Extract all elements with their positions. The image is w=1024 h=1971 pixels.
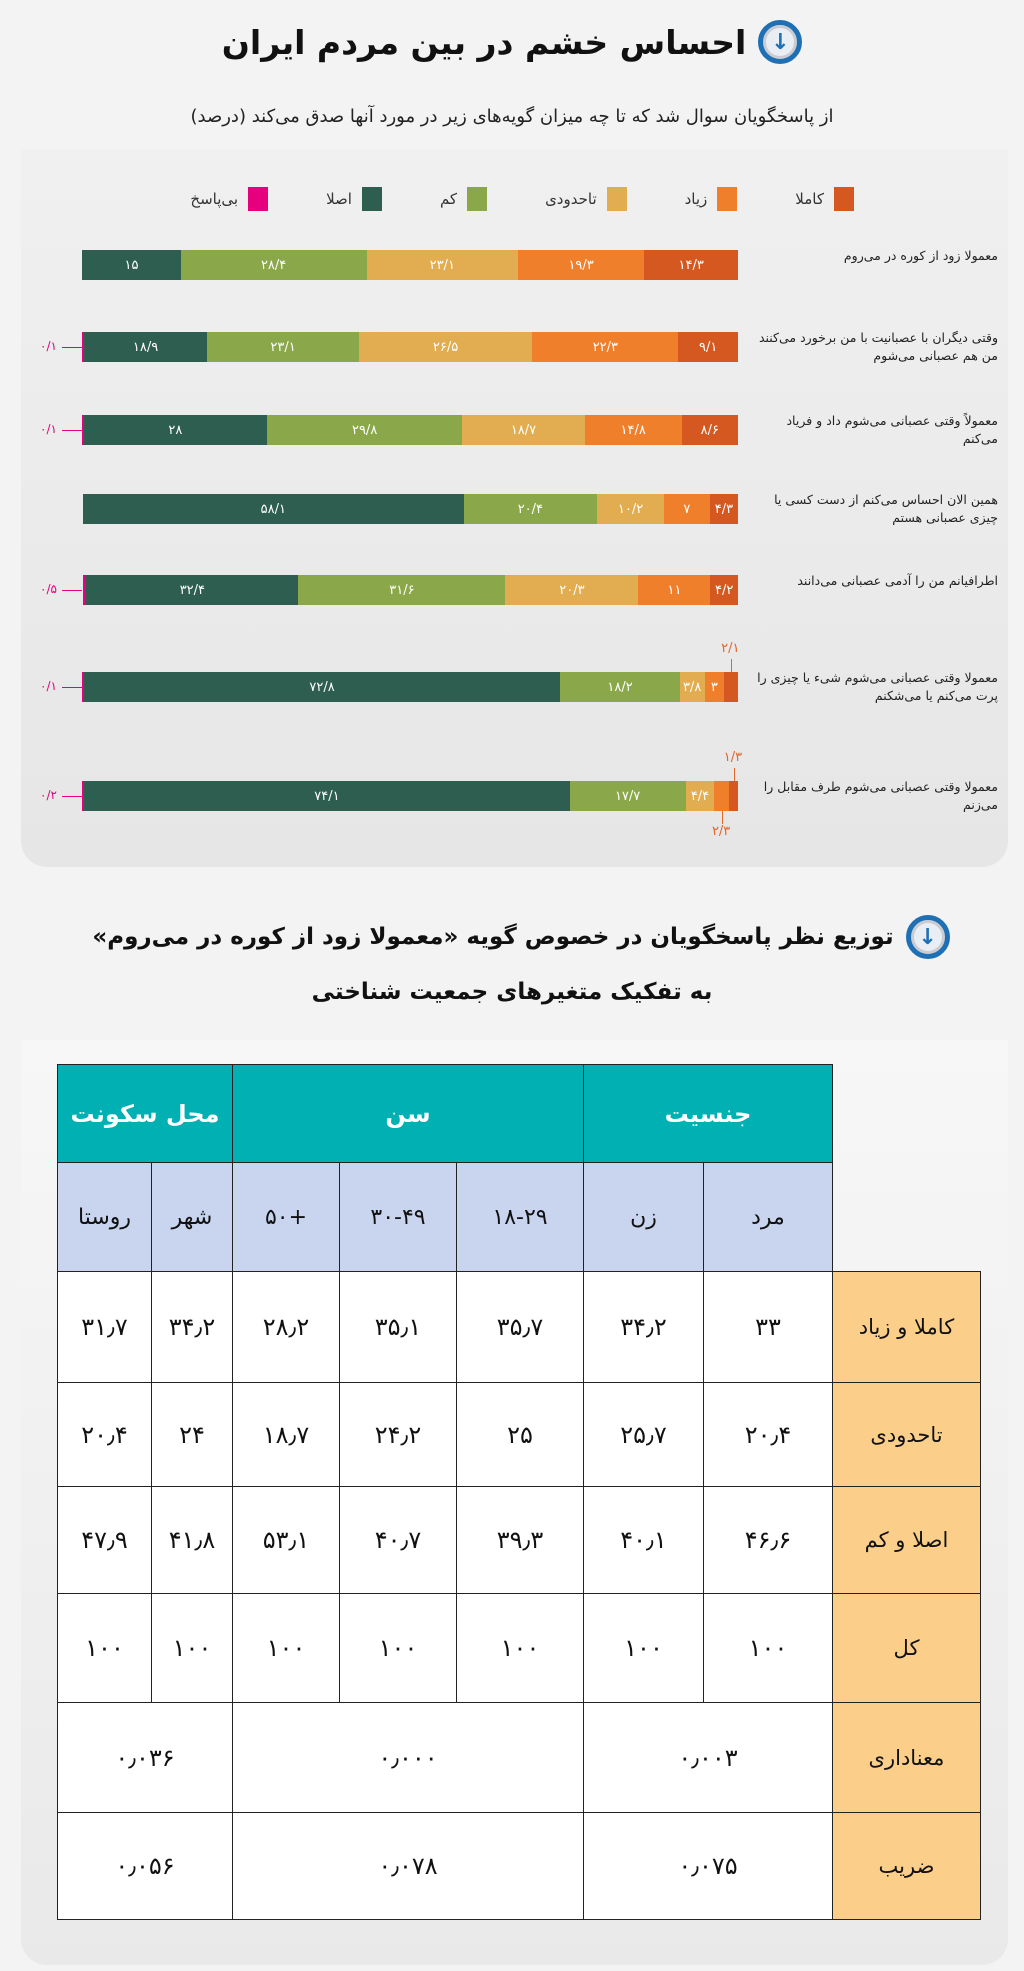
question-label: اطرافیانم من را آدمی عصبانی می‌دانند bbox=[797, 573, 998, 588]
demographic-table bbox=[57, 1064, 981, 1920]
table-cell: ۱۰۰ bbox=[457, 1594, 584, 1703]
no-answer-leader bbox=[62, 687, 82, 688]
table-cell: ۳۵٫۱ bbox=[340, 1272, 457, 1383]
legend-label: زیاد bbox=[684, 190, 708, 208]
callout-leader bbox=[734, 768, 735, 781]
stat-row bbox=[58, 1813, 981, 1920]
bar-segment: ۱۰/۲ bbox=[597, 494, 664, 524]
table-cell: ۳۹٫۳ bbox=[457, 1487, 584, 1594]
row-header: کاملا و زیاد bbox=[833, 1272, 981, 1383]
table-cell: ۵۳٫۱ bbox=[233, 1487, 340, 1594]
table-cell: ۱۰۰ bbox=[584, 1594, 704, 1703]
stacked-bar-chart bbox=[0, 0, 1024, 870]
question-label: وقتی دیگران با عصبانیت با من برخورد می‌کنند من هم عصبانی می‌شوم bbox=[758, 330, 998, 363]
callout-label: ۲/۱ bbox=[721, 641, 740, 656]
col-header: مرد bbox=[704, 1163, 833, 1272]
bar-segment: ۱۱ bbox=[638, 575, 710, 605]
table-cell: ۱۸٫۷ bbox=[233, 1383, 340, 1487]
bar-segment: ۳۲/۴ bbox=[86, 575, 298, 605]
table-header bbox=[40, 915, 1002, 959]
legend-label: بی‌پاسخ bbox=[190, 190, 239, 208]
table-cell: ۳۵٫۷ bbox=[457, 1272, 584, 1383]
no-answer-leader bbox=[62, 430, 82, 431]
table-cell: ۴۰٫۷ bbox=[340, 1487, 457, 1594]
bar-segment: ۲۹/۸ bbox=[267, 415, 462, 445]
table-cell: ۳۱٫۷ bbox=[58, 1272, 152, 1383]
question-label: همین الان احساس می‌کنم از دست کسی یا چیزی عصبانی هستم bbox=[774, 492, 998, 525]
bar-segment: ۳/۸ bbox=[680, 672, 705, 702]
bar-segment: ۳ bbox=[705, 672, 725, 702]
row-header: تاحدودی bbox=[833, 1383, 981, 1487]
bar-segment: ۲۰/۴ bbox=[464, 494, 598, 524]
table-cell: ۱۰۰ bbox=[233, 1594, 340, 1703]
table-cell: ۴۷٫۹ bbox=[58, 1487, 152, 1594]
bar-segment: ۲۲/۳ bbox=[532, 332, 678, 362]
no-answer-leader bbox=[62, 796, 82, 797]
stat-cell: ۰٫۰۵۶ bbox=[58, 1813, 233, 1920]
question-label: معمولا وقتی عصبانی می‌شوم شیء یا چیزی را پرت می‌کنم یا می‌شکنم bbox=[757, 670, 998, 703]
bar-segment: ۱۵ bbox=[82, 250, 180, 280]
stat-cell: ۰٫۰۷۸ bbox=[233, 1813, 584, 1920]
table-cell: ۴۶٫۶ bbox=[704, 1487, 833, 1594]
legend-label: کم bbox=[439, 190, 458, 208]
col-header: ۱۸-۲۹ bbox=[457, 1163, 584, 1272]
col-header: ۳۰-۴۹ bbox=[340, 1163, 457, 1272]
bar-segment: ۱۸/۷ bbox=[462, 415, 584, 445]
row-header: ضریب bbox=[833, 1813, 981, 1920]
table-cell: ۲۸٫۲ bbox=[233, 1272, 340, 1383]
legend-label: تاحدودی bbox=[545, 190, 597, 208]
table-cell: ۳۳ bbox=[704, 1272, 833, 1383]
table-row bbox=[58, 1383, 981, 1487]
no-answer-label: ۰/۲ bbox=[40, 788, 57, 802]
bar-segment: ۵۸/۱ bbox=[83, 494, 464, 524]
bar-segment: ۱۸/۹ bbox=[84, 332, 208, 362]
callout-leader bbox=[731, 659, 732, 672]
bar-segment: ۹/۱ bbox=[678, 332, 738, 362]
bar-segment: ۴/۳ bbox=[710, 494, 738, 524]
bar-segment: ۲۸/۴ bbox=[181, 250, 367, 280]
bar-segment: ۸/۶ bbox=[682, 415, 738, 445]
question-label: معمولا وقتی عصبانی می‌شوم طرف مقابل را می‌زنم bbox=[763, 779, 998, 812]
no-answer-label: ۰/۱ bbox=[40, 422, 57, 436]
stat-cell: ۰٫۰۷۵ bbox=[584, 1813, 833, 1920]
table-cell: ۲۰٫۴ bbox=[704, 1383, 833, 1487]
bar-segment bbox=[83, 575, 86, 605]
no-answer-leader bbox=[62, 590, 82, 591]
no-answer-leader bbox=[62, 347, 82, 348]
stat-cell: ۰٫۰۰۰ bbox=[233, 1703, 584, 1813]
table-cell: ۳۴٫۲ bbox=[584, 1272, 704, 1383]
row-header: کل bbox=[833, 1594, 981, 1703]
table-row bbox=[58, 1594, 981, 1703]
table-cell: ۲۵٫۷ bbox=[584, 1383, 704, 1487]
table-cell: ۱۰۰ bbox=[58, 1594, 152, 1703]
table-row bbox=[58, 1272, 981, 1383]
bar-segment: ۲۶/۵ bbox=[359, 332, 533, 362]
page-title: احساس خشم در بین مردم ایران bbox=[221, 22, 747, 62]
bar-segment: ۱۹/۳ bbox=[518, 250, 644, 280]
table-cell: ۱۰۰ bbox=[340, 1594, 457, 1703]
col-header: شهر bbox=[152, 1163, 233, 1272]
row-header: معناداری bbox=[833, 1703, 981, 1813]
bar-segment: ۲۳/۱ bbox=[207, 332, 358, 362]
bar-segment: ۴/۲ bbox=[710, 575, 738, 605]
col-header: +۵۰ bbox=[233, 1163, 340, 1272]
table-cell: ۳۴٫۲ bbox=[152, 1272, 233, 1383]
legend-label: کاملا bbox=[795, 190, 824, 208]
callout-label: ۲/۳ bbox=[711, 824, 731, 839]
no-answer-label: ۰/۱ bbox=[40, 679, 57, 693]
stat-row bbox=[58, 1703, 981, 1813]
bar-segment: ۲۰/۳ bbox=[505, 575, 638, 605]
chart-subtitle: از پاسخگویان سوال شد که تا چه میزان گویه‌های زیر در مورد آنها صدق می‌کند (درصد) bbox=[190, 106, 834, 127]
bar-segment: ۱۴/۸ bbox=[585, 415, 682, 445]
bar-segment: ۷۲/۸ bbox=[84, 672, 561, 702]
legend-label: اصلا bbox=[326, 190, 352, 208]
group-age: سن bbox=[233, 1065, 584, 1163]
col-header: زن bbox=[584, 1163, 704, 1272]
bar-segment bbox=[82, 781, 84, 811]
bar-segment: ۱۷/۷ bbox=[570, 781, 686, 811]
table-cell: ۴۰٫۱ bbox=[584, 1487, 704, 1594]
bar-segment: ۲۸ bbox=[84, 415, 267, 445]
stat-cell: ۰٫۰۳۶ bbox=[58, 1703, 233, 1813]
bar-segment: ۷۴/۱ bbox=[84, 781, 569, 811]
table-title: توزیع نظر پاسخگویان در خصوص گویه «معمولا زود از کوره در می‌روم» bbox=[92, 924, 894, 950]
bar-segment bbox=[714, 781, 729, 811]
table-cell: ۱۰۰ bbox=[152, 1594, 233, 1703]
question-label: معمولاً وقتی عصبانی می‌شوم داد و فریاد می‌کنم bbox=[786, 413, 998, 446]
bar-segment: ۴/۴ bbox=[686, 781, 715, 811]
no-answer-label: ۰/۵ bbox=[40, 582, 57, 596]
bar-segment bbox=[724, 672, 738, 702]
arrow-down-circle-icon: ↓ bbox=[758, 20, 802, 64]
table-cell: ۲۴٫۲ bbox=[340, 1383, 457, 1487]
group-residence: محل سکونت bbox=[58, 1065, 233, 1163]
bar-segment: ۳۱/۶ bbox=[298, 575, 505, 605]
col-header: روستا bbox=[58, 1163, 152, 1272]
bar-segment: ۱۸/۲ bbox=[560, 672, 679, 702]
table-cell: ۴۱٫۸ bbox=[152, 1487, 233, 1594]
table-cell: ۱۰۰ bbox=[704, 1594, 833, 1703]
stat-cell: ۰٫۰۰۳ bbox=[584, 1703, 833, 1813]
bar-segment: ۱۴/۳ bbox=[644, 250, 738, 280]
callout-leader bbox=[722, 811, 723, 824]
table-subtitle: به تفکیک متغیرهای جمعیت شناختی bbox=[311, 979, 713, 1005]
table-cell: ۲۵ bbox=[457, 1383, 584, 1487]
question-label: معمولا زود از کوره در می‌روم bbox=[843, 248, 998, 263]
arrow-down-circle-icon: ↓ bbox=[906, 915, 950, 959]
table-row bbox=[58, 1487, 981, 1594]
bar-segment bbox=[729, 781, 738, 811]
bar-segment: ۷ bbox=[664, 494, 710, 524]
table-cell: ۲۴ bbox=[152, 1383, 233, 1487]
no-answer-label: ۰/۱ bbox=[40, 339, 57, 353]
callout-label: ۱/۳ bbox=[723, 750, 743, 765]
bar-segment: ۲۳/۱ bbox=[367, 250, 518, 280]
group-gender: جنسیت bbox=[584, 1065, 833, 1163]
table-cell: ۲۰٫۴ bbox=[58, 1383, 152, 1487]
row-header: اصلا و کم bbox=[833, 1487, 981, 1594]
